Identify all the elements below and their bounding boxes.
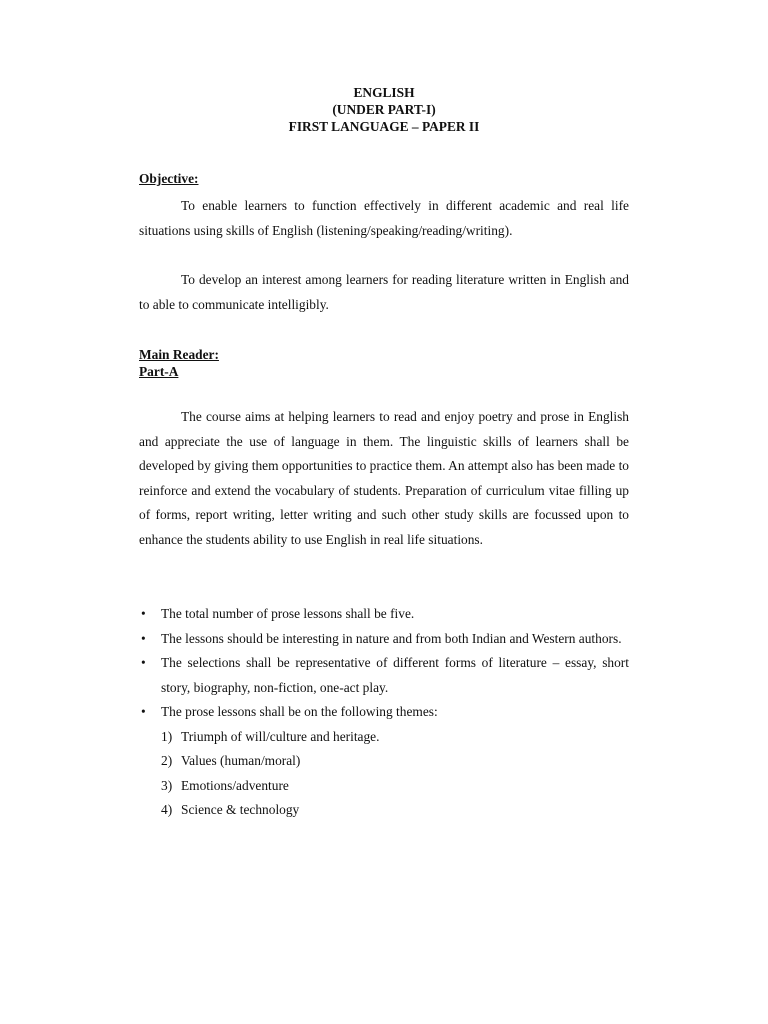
list-item <box>139 602 629 627</box>
bullet-icon: • <box>141 630 146 646</box>
course-description-text: The course aims at helping learners to read and enjoy poetry and prose in English and appreciate the use of language in them. The linguistic skills of learners shall be developed by giving them opportunities to practice them. An attempt also has been made to reinforce and extend the vocabulary of students. Preparation of curriculum vitae filling up of forms, report writing, letter writing and such other study skills are focussed upon to enhance the students ability to use English in real life situations. <box>139 409 629 547</box>
bullet-icon: • <box>141 704 146 719</box>
document-header <box>0 84 768 135</box>
prose-lessons-list <box>139 602 629 823</box>
theme-item <box>161 749 629 774</box>
list-item <box>139 700 629 823</box>
main-reader-heading: Main Reader: <box>139 347 219 362</box>
objective-paragraph-2 <box>139 268 629 317</box>
list-item-text: The lessons should be interesting in nature and from both Indian and Western authors. <box>161 630 622 646</box>
part-a-heading: Part-A <box>139 364 179 379</box>
header-subject: ENGLISH <box>353 85 415 100</box>
list-item <box>139 651 629 700</box>
header-part: (UNDER PART-I) <box>332 102 436 117</box>
theme-text: Triumph of will/culture and heritage. <box>181 728 380 744</box>
theme-number: 4) <box>161 802 173 817</box>
objective-paragraph-1 <box>139 194 629 243</box>
theme-item <box>161 798 629 823</box>
objective-heading: Objective: <box>139 171 199 186</box>
theme-item <box>161 725 629 750</box>
theme-text: Science & technology <box>181 802 300 817</box>
objective-paragraph-2-text: To develop an interest among learners for reading literature written in English and to able to communicate intelligibly. <box>139 272 629 312</box>
theme-number: 3) <box>161 777 173 793</box>
list-item <box>139 627 629 652</box>
theme-text: Values (human/moral) <box>181 753 301 768</box>
list-item-text: The total number of prose lessons shall be five. <box>161 606 415 621</box>
theme-text: Emotions/adventure <box>181 777 289 793</box>
list-item-text: The selections shall be representative of different forms of literature – essay, short story, biography, non-fiction, one-act play. <box>161 655 629 695</box>
header-paper: FIRST LANGUAGE – PAPER II <box>288 119 480 134</box>
theme-number: 2) <box>161 753 173 768</box>
bullet-icon: • <box>141 606 146 621</box>
theme-item <box>161 774 629 799</box>
course-description-paragraph <box>139 405 629 552</box>
theme-number: 1) <box>161 728 173 744</box>
objective-paragraph-1-text: To enable learners to function effectively in different academic and real life situations using skills of English (listening/speaking/reading/writing). <box>139 198 629 238</box>
themes-list <box>161 725 629 823</box>
bullet-icon: • <box>141 655 146 670</box>
list-item-text: The prose lessons shall be on the following themes: <box>161 704 438 719</box>
